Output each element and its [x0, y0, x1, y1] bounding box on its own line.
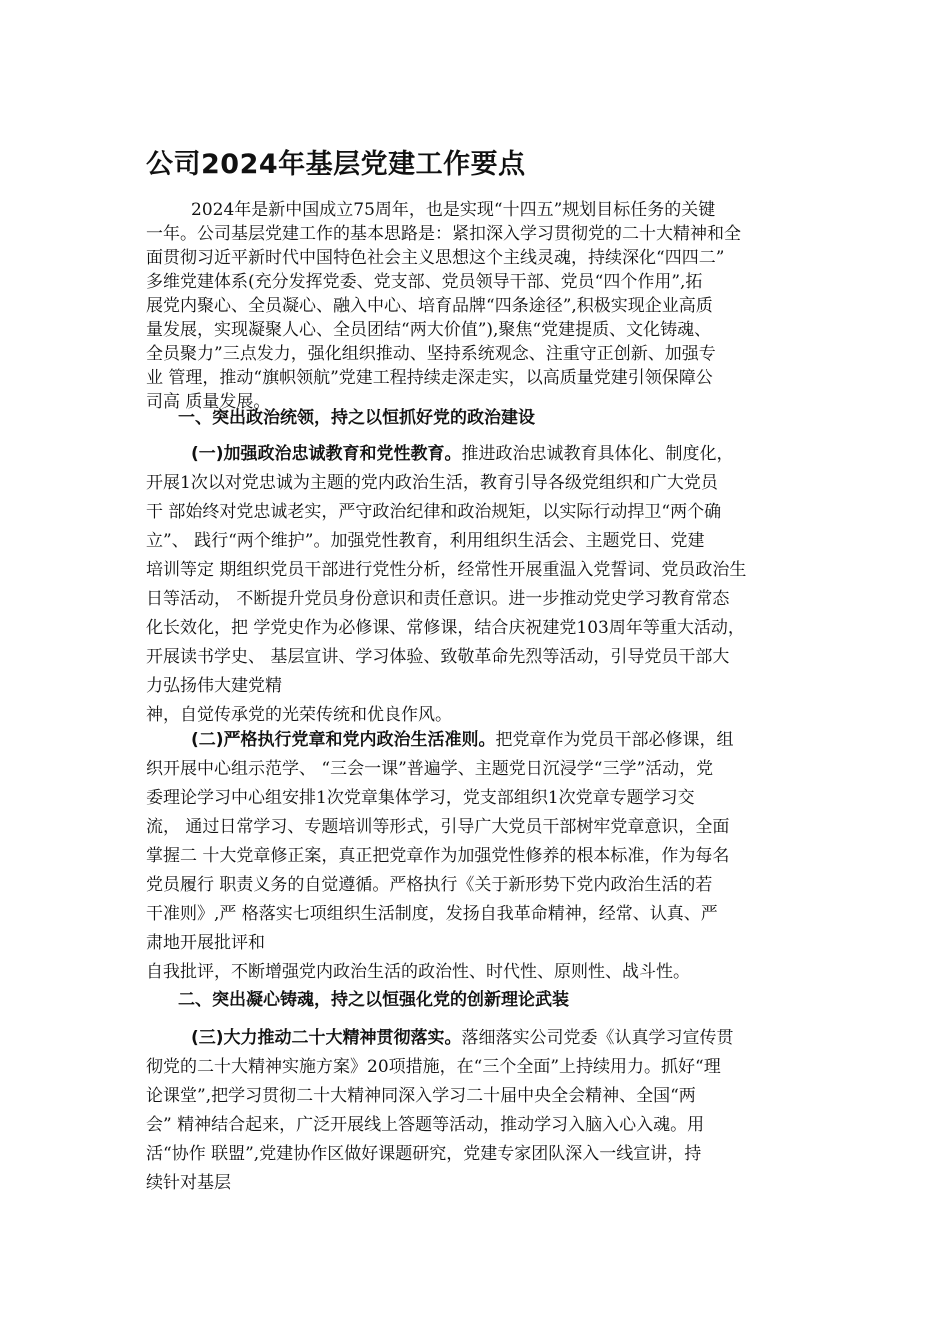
- text-line: 业 管理，推动“旗帜领航”党建工程持续走深走实，以高质量党建引领保障公: [146, 368, 713, 388]
- item-1-paragraph: [146, 440, 826, 730]
- text-line: 量发展，实现凝聚人心、全员团结“两大价值”),聚焦“党建提质、文化铸魂、: [146, 320, 712, 340]
- item-2-text: 把党章作为党员干部必修课，组: [495, 730, 734, 750]
- item-3-lead: (三)大力推动二十大精神贯彻落实。: [191, 1028, 462, 1048]
- text-line: 一年。公司基层党建工作的基本思路是：紧扣深入学习贯彻党的二十大精神和全: [146, 224, 741, 244]
- text-line: 面贯彻习近平新时代中国特色社会主义思想这个主线灵魂，持续深化“四四二”: [146, 248, 725, 268]
- text-line: 培训等定 期组织党员干部进行党性分析，经常性开展重温入党誓词、党员政治生: [146, 560, 747, 580]
- text-line: 党员履行 职责义务的自觉遵循。严格执行《关于新形势下党内政治生活的若: [146, 875, 713, 895]
- text-line: 干 部始终对党忠诚老实，严守政治纪律和政治规矩，以实际行动捍卫“两个确: [146, 502, 722, 522]
- text-line: 续针对基层: [146, 1173, 231, 1193]
- text-line: 干准则》,严 格落实七项组织生活制度，发扬自我革命精神，经常、认真、严: [146, 904, 718, 924]
- text-line: 神，自觉传承党的光荣传统和优良作风。: [146, 705, 452, 725]
- text-line: 织开展中心组示范学、 “三会一课”普遍学、主题党日沉浸学“三学”活动，党: [146, 759, 714, 779]
- item-1-lead: (一)加强政治忠诚教育和党性教育。: [191, 444, 462, 464]
- item-3-text: 落细落实公司党委《认真学习宣传贯: [461, 1028, 734, 1048]
- text-line: 2024年是新中国成立75周年，也是实现“十四五”规划目标任务的关键: [191, 200, 716, 220]
- section-heading-2: 二、突出凝心铸魂，持之以恒强化党的创新理论武装: [178, 990, 569, 1010]
- text-line: 展党内聚心、全员凝心、融入中心、培育品牌“四条途径”,积极实现企业高质: [146, 296, 713, 316]
- item-2-lead: (二)严格执行党章和党内政治生活准则。: [191, 730, 496, 750]
- text-line: 论课堂”,把学习贯彻二十大精神同深入学习二十届中央全会精神、全国“两: [146, 1086, 696, 1106]
- item-3-paragraph: [146, 1024, 826, 1198]
- text-line: 司高 质量发展。: [146, 392, 271, 412]
- text-line: 全员聚力”三点发力，强化组织推动、坚持系统观念、注重守正创新、加强专: [146, 344, 716, 364]
- text-line: 会” 精神结合起来，广泛开展线上答题等活动，推动学习入脑入心入魂。用: [146, 1115, 705, 1135]
- intro-paragraph: [146, 198, 826, 414]
- text-line: [146, 440, 826, 469]
- text-line: 多维党建体系(充分发挥党委、党支部、党员领导干部、党员“四个作用”,拓: [146, 272, 703, 292]
- item-2-paragraph: [146, 726, 826, 987]
- text-line: 委理论学习中心组安排1次党章集体学习，党支部组织1次党章专题学习交: [146, 788, 695, 808]
- text-line: 开展1次以对党忠诚为主题的党内政治生活，教育引导各级党组织和广大党员: [146, 473, 718, 493]
- text-line: 自我批评，不断增强党内政治生活的政治性、时代性、原则性、战斗性。: [146, 962, 690, 982]
- text-line: 肃地开展批评和: [146, 933, 265, 953]
- text-line: 力弘扬伟大建党精: [146, 676, 282, 696]
- text-line: 开展读书学史、 基层宣讲、学习体验、致敬革命先烈等活动，引导党员干部大: [146, 647, 730, 667]
- document-title: 公司2024年基层党建工作要点: [146, 149, 526, 180]
- text-line: 掌握二 十大党章修正案，真正把党章作为加强党性修养的根本标准，作为每名: [146, 846, 730, 866]
- text-line: [146, 726, 826, 755]
- text-line: 活“协作 联盟”,党建协作区做好课题研究，党建专家团队深入一线宣讲，持: [146, 1144, 702, 1164]
- text-line: [146, 1024, 826, 1053]
- text-line: 化长效化，把 学党史作为必修课、常修课，结合庆祝建党103周年等重大活动，: [146, 618, 745, 638]
- text-line: 彻党的二十大精神实施方案》20项措施，在“三个全面”上持续用力。抓好“理: [146, 1057, 721, 1077]
- section-heading-1: 一、突出政治统领，持之以恒抓好党的政治建设: [178, 408, 535, 428]
- item-1-text: 推进政治忠诚教育具体化、制度化，: [461, 444, 734, 464]
- text-line: 立”、 践行“两个维护”。加强党性教育，利用组织生活会、主题党日、党建: [146, 531, 705, 551]
- text-line: 日等活动， 不断提升党员身份意识和责任意识。进一步推动党史学习教育常态: [146, 589, 730, 609]
- text-line: 流， 通过日常学习、专题培训等形式，引导广大党员干部树牢党章意识，全面: [146, 817, 730, 837]
